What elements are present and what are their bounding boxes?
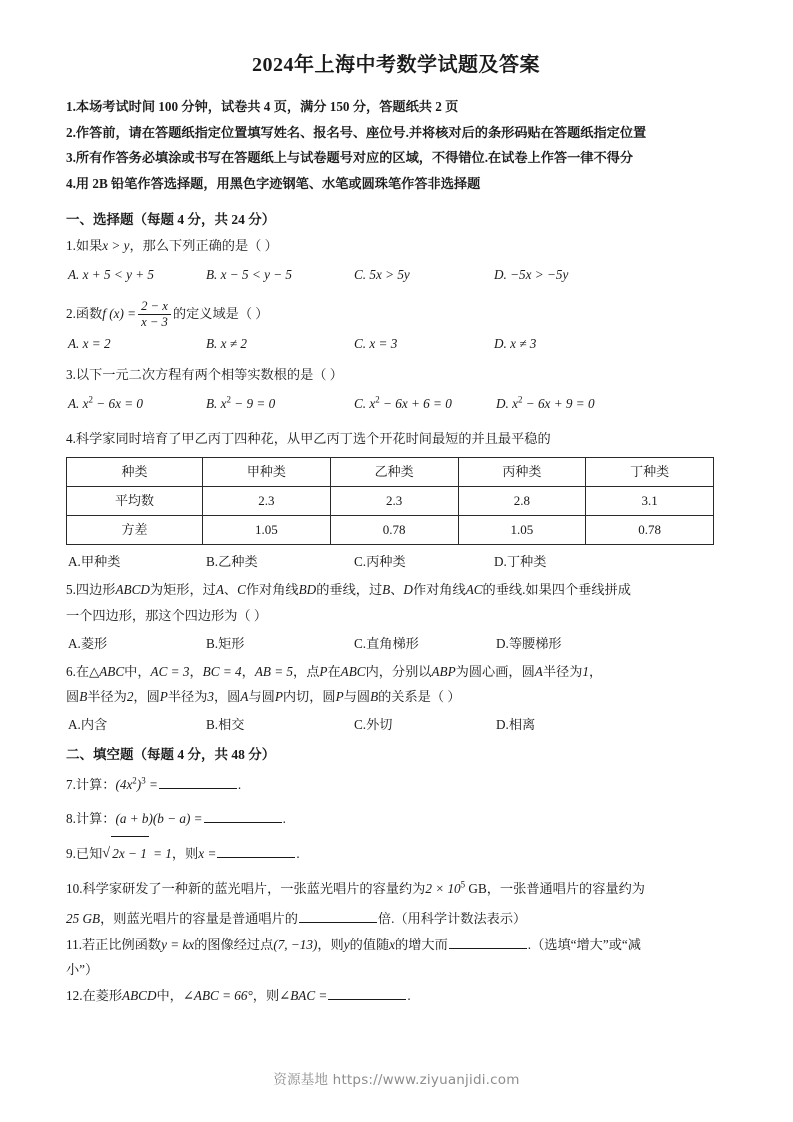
table-cell: 甲种类 — [203, 458, 331, 487]
question-8 — [66, 802, 726, 836]
q5-option-b[interactable]: B.矩形 — [206, 635, 245, 651]
q3-option-d-post: − 6x + 9 = 0 — [522, 396, 595, 412]
question-6-stem-line2 — [66, 684, 726, 710]
q5-text: 的垂线，过 — [316, 582, 383, 598]
q1-stem-suffix: ，那么下列正确的是（ ） — [129, 237, 278, 253]
q6-text: 内切，圆 — [282, 689, 336, 705]
q9-equals: = — [204, 846, 217, 862]
q3-option-a-pre: A. x — [68, 396, 89, 412]
q2-stem-prefix: 2.函数 — [66, 306, 103, 322]
q9-answer-blank[interactable] — [217, 845, 295, 859]
q10-text: ，一张普通唱片的容量约为 — [486, 880, 645, 896]
q1-option-a[interactable]: A. x + 5 < y + 5 — [68, 267, 155, 283]
q6-text: ，圆 — [214, 689, 241, 705]
q6-math: P — [335, 689, 344, 705]
q6-text: 在 — [327, 663, 341, 679]
q7-expression — [115, 777, 157, 792]
q1-option-d[interactable]: D. −5x > −5y — [494, 267, 569, 283]
q6-text: 为圆心画，圆 — [455, 663, 535, 679]
q3-option-b-pre: B. x — [206, 396, 227, 412]
q6-math: A — [534, 663, 543, 679]
instruction-line: 3.所有作答务必填涂或书写在答题纸上与试卷题号对应的区域，不得错位.在试卷上作答一律不得分 — [66, 150, 634, 166]
q9-variable: x — [198, 846, 205, 862]
q6-text: 半径为 — [542, 663, 583, 679]
q11-text: ，则 — [317, 936, 344, 952]
q5-math: C — [237, 582, 246, 598]
question-5-stem-line1 — [66, 577, 726, 603]
q5-text: 5.四边形 — [66, 582, 116, 598]
q6-text: 6.在△ — [66, 663, 100, 679]
question-6-options — [66, 714, 726, 738]
q5-math: A — [215, 582, 224, 598]
q6-text: 半径为 — [87, 689, 127, 705]
table-cell: 方差 — [67, 516, 203, 545]
question-10-line2 — [66, 906, 726, 932]
q11-text: .（选填“增大”或“减 — [527, 936, 641, 952]
q8-expression: (a + b)(b − a) = — [115, 811, 203, 827]
q6-text: 圆 — [66, 689, 80, 705]
q5-option-a[interactable]: A.菱形 — [68, 635, 108, 651]
table-cell: 0.78 — [330, 516, 458, 545]
q6-math: ABP — [431, 663, 456, 679]
question-1-options — [66, 267, 726, 291]
section-header-choice: 一、选择题（每题 4 分，共 24 分） — [66, 211, 276, 227]
q9-radicand: 2x − 1 — [111, 836, 149, 871]
q12-equals: = — [315, 988, 328, 1004]
question-7 — [66, 768, 726, 802]
q3-option-a-post: − 6x = 0 — [93, 396, 144, 412]
q6-option-d[interactable]: D.相离 — [496, 717, 536, 733]
q6-math: BC = 4 — [202, 663, 242, 679]
q5-math: ABCD — [115, 582, 150, 598]
q5-text: 、 — [390, 582, 404, 598]
q2-function-notation: f (x) = — [102, 306, 137, 322]
q5-text: 、 — [223, 582, 238, 598]
table-cell: 1.05 — [458, 516, 586, 545]
q7-equals: = — [145, 776, 158, 792]
q2-fraction — [138, 299, 171, 329]
q6-text: 与圆 — [248, 689, 275, 705]
q6-math: A — [240, 689, 249, 705]
q3-option-b-exponent: 2 — [226, 394, 231, 405]
q8-period: . — [282, 811, 286, 827]
q6-text: ， — [189, 663, 203, 679]
q12-period: . — [407, 988, 411, 1004]
q2-stem-suffix: 的定义域是（ ） — [172, 306, 269, 322]
question-5-stem-line2: 一个四边形，那这个四边形为（ ） — [66, 607, 268, 623]
question-9 — [66, 836, 726, 871]
q12-text: 12.在菱形 — [66, 988, 123, 1004]
table-row — [67, 458, 714, 487]
table-row — [67, 487, 714, 516]
instruction-line: 1.本场考试时间 100 分钟，试卷共 4 页，满分 150 分，答题纸共 2 页 — [66, 99, 459, 114]
q3-option-c-exponent: 2 — [375, 394, 380, 405]
q6-text: ， — [241, 663, 255, 679]
q11-text: 的增大而 — [395, 936, 448, 952]
q3-option-b-post: − 9 = 0 — [231, 396, 276, 412]
q6-math: P — [159, 689, 168, 705]
question-10-line1 — [66, 872, 726, 906]
q6-text: 半径为 — [167, 689, 208, 705]
q2-option-b[interactable]: B. x ≠ 2 — [206, 335, 247, 351]
q12-angle-abc: ∠ABC = 66° — [182, 988, 253, 1004]
q12-text: 中， — [156, 988, 183, 1004]
question-12 — [66, 983, 726, 1009]
q4-option-a[interactable]: A.甲种类 — [68, 554, 121, 570]
instruction-line: 4.用 2B 铅笔作答选择题，用黑色字迹钢笔、水笔或圆珠笔作答非选择题 — [66, 176, 481, 192]
q10-text: ，则蓝光唱片的容量是普通唱片的 — [100, 911, 298, 926]
q1-option-c[interactable]: C. 5x > 5y — [354, 267, 410, 283]
q6-math: 2 — [126, 689, 134, 705]
q12-answer-blank[interactable] — [328, 987, 406, 1001]
q5-option-d[interactable]: D.等腰梯形 — [496, 635, 562, 651]
q11-text: 11.若正比例函数 — [66, 936, 162, 952]
q9-square-root — [102, 836, 149, 871]
q6-text: ，点 — [293, 663, 320, 679]
q9-label: 9.已知 — [66, 846, 103, 862]
question-5-options — [66, 633, 726, 657]
section-header-fill: 二、填空题（每题 4 分，共 48 分） — [66, 747, 276, 763]
q2-option-a[interactable]: A. x = 2 — [68, 335, 111, 351]
q6-math: AB = 5 — [254, 663, 294, 679]
q3-option-d-pre: D. x — [496, 396, 518, 412]
table-cell: 3.1 — [586, 487, 714, 516]
q10-math: 2 × 10 — [425, 880, 461, 896]
table-cell: 种类 — [67, 458, 203, 487]
question-2-options — [66, 336, 726, 360]
q6-text: ，圆 — [133, 689, 160, 705]
q6-option-a[interactable]: A.内含 — [68, 717, 108, 733]
q7-period: . — [237, 776, 242, 792]
table-cell: 平均数 — [67, 487, 203, 516]
q11-math: x — [389, 936, 396, 952]
q2-fraction-denominator: x − 3 — [138, 314, 171, 330]
q4-option-d[interactable]: D.丁种类 — [494, 554, 547, 570]
q6-math: 3 — [207, 689, 214, 705]
q6-math: P — [319, 663, 328, 679]
q7-inner-exponent: 2 — [132, 775, 137, 786]
q5-option-c[interactable]: C.直角梯形 — [354, 635, 419, 651]
q6-math: ABC — [99, 663, 125, 679]
exam-instructions — [66, 94, 726, 197]
q6-text: 与圆 — [343, 689, 371, 705]
table-cell: 丙种类 — [458, 458, 586, 487]
q5-text: 作对角线 — [245, 582, 299, 598]
q7-answer-blank[interactable] — [159, 775, 237, 789]
q6-text: 中， — [124, 663, 151, 679]
q10-answer-blank[interactable] — [299, 909, 377, 923]
q11-text: 的值随 — [349, 936, 390, 952]
q6-option-b[interactable]: B.相交 — [206, 717, 245, 733]
footer-watermark: 资源基地 https://www.ziyuanjidi.com — [273, 1072, 520, 1088]
q3-option-d-exponent: 2 — [517, 394, 523, 405]
q9-equals-one: = 1 — [149, 846, 172, 862]
question-2-stem — [66, 297, 726, 331]
q10-unit: GB — [465, 880, 487, 896]
question-11-line2: 小”） — [66, 962, 99, 978]
q3-option-b[interactable] — [206, 396, 275, 412]
question-4-stem: 4.科学家同时培育了甲乙丙丁四种花，从甲乙丙丁选个开花时间最短的并且最平稳的 — [66, 431, 551, 447]
q7-expr-close: ) — [136, 776, 142, 792]
page-title: 2024年上海中考数学试题及答案 — [252, 54, 540, 76]
q10-normal-capacity: 25 GB — [66, 911, 101, 926]
q8-label: 8.计算： — [66, 811, 116, 827]
q6-math: ABC — [340, 663, 366, 679]
q11-text: 的图像经过点 — [194, 936, 274, 952]
q9-period: . — [296, 846, 300, 862]
table-cell: 2.8 — [458, 487, 586, 516]
q12-angle-bac: ∠BAC — [279, 988, 316, 1004]
q6-math: B — [79, 689, 88, 705]
instruction-line: 2.作答前，请在答题纸指定位置填写姓名、报名号、座位号.并将核对后的条形码贴在答题纸指定位置 — [66, 124, 647, 140]
question-1-stem — [66, 233, 726, 259]
q9-mid-text: ，则 — [171, 846, 199, 862]
q1-option-b[interactable]: B. x − 5 < y − 5 — [206, 267, 293, 283]
q5-text: 作对角线 — [412, 582, 466, 598]
q1-stem-math: x > y — [102, 237, 130, 253]
q11-answer-blank[interactable] — [449, 935, 527, 949]
q2-option-c[interactable]: C. x = 3 — [354, 335, 398, 351]
q3-option-a[interactable] — [68, 396, 143, 412]
question-11-line1 — [66, 932, 726, 958]
table-cell: 2.3 — [203, 487, 331, 516]
q3-option-c-pre: C. x — [354, 396, 376, 412]
q11-function: y = kx — [161, 936, 195, 952]
question-6-stem-line1 — [66, 659, 726, 685]
q6-text: 的关系是（ ） — [378, 689, 461, 705]
q8-answer-blank[interactable] — [204, 809, 282, 823]
question-3-options — [66, 396, 726, 420]
question-3-stem: 3.以下一元二次方程有两个相等实数根的是（ ） — [66, 366, 343, 382]
q10-text: 10.科学家研发了一种新的蓝光唱片，一张蓝光唱片的容量约为 — [66, 880, 426, 896]
q3-option-c-post: − 6x + 6 = 0 — [379, 396, 452, 412]
q5-math: D — [403, 582, 413, 598]
q12-quadrilateral: ABCD — [122, 988, 157, 1004]
q10-capacity-value — [425, 881, 486, 896]
q12-text: ，则 — [252, 988, 280, 1004]
q5-text: 的垂线.如果四个垂线拼成 — [482, 582, 631, 598]
q5-math: BD — [298, 582, 317, 598]
q11-point: (7, −13) — [273, 936, 318, 952]
q1-stem-prefix: 1.如果 — [66, 237, 103, 253]
q3-option-d[interactable] — [496, 396, 595, 412]
q11-math: y — [343, 936, 350, 952]
table-row — [67, 516, 714, 545]
q7-outer-exponent: 3 — [141, 775, 146, 786]
q6-math: AC = 3 — [150, 663, 190, 679]
document-content — [66, 52, 726, 1009]
q2-fraction-numerator: 2 − x — [141, 299, 168, 314]
q10-text: 倍.（用科学计数法表示） — [377, 911, 527, 926]
table-cell: 乙种类 — [330, 458, 458, 487]
q6-math: P — [274, 689, 283, 705]
q4-option-c[interactable]: C.丙种类 — [354, 554, 406, 570]
q5-text: 为矩形，过 — [149, 582, 216, 598]
question-4-data-table — [66, 457, 714, 545]
q2-option-d[interactable]: D. x ≠ 3 — [494, 335, 537, 351]
q5-math: AC — [465, 582, 483, 598]
table-cell: 丁种类 — [586, 458, 714, 487]
table-cell: 0.78 — [586, 516, 714, 545]
q3-option-a-exponent: 2 — [88, 394, 93, 405]
q7-expr-open: (4x — [115, 776, 133, 792]
q6-math: B — [370, 689, 379, 705]
q10-exponent: 5 — [460, 879, 466, 890]
table-cell: 1.05 — [203, 516, 331, 545]
q6-text: ， — [589, 663, 603, 679]
q4-option-b[interactable]: B.乙种类 — [206, 554, 258, 570]
q7-label: 7.计算： — [66, 776, 116, 792]
q6-option-c[interactable]: C.外切 — [354, 717, 393, 733]
table-cell: 2.3 — [330, 487, 458, 516]
q6-math: 1 — [582, 663, 590, 679]
q3-option-c[interactable] — [354, 396, 452, 412]
q5-math: B — [382, 582, 391, 598]
question-4-options — [66, 551, 726, 575]
q6-text: 内，分别以 — [365, 663, 432, 679]
